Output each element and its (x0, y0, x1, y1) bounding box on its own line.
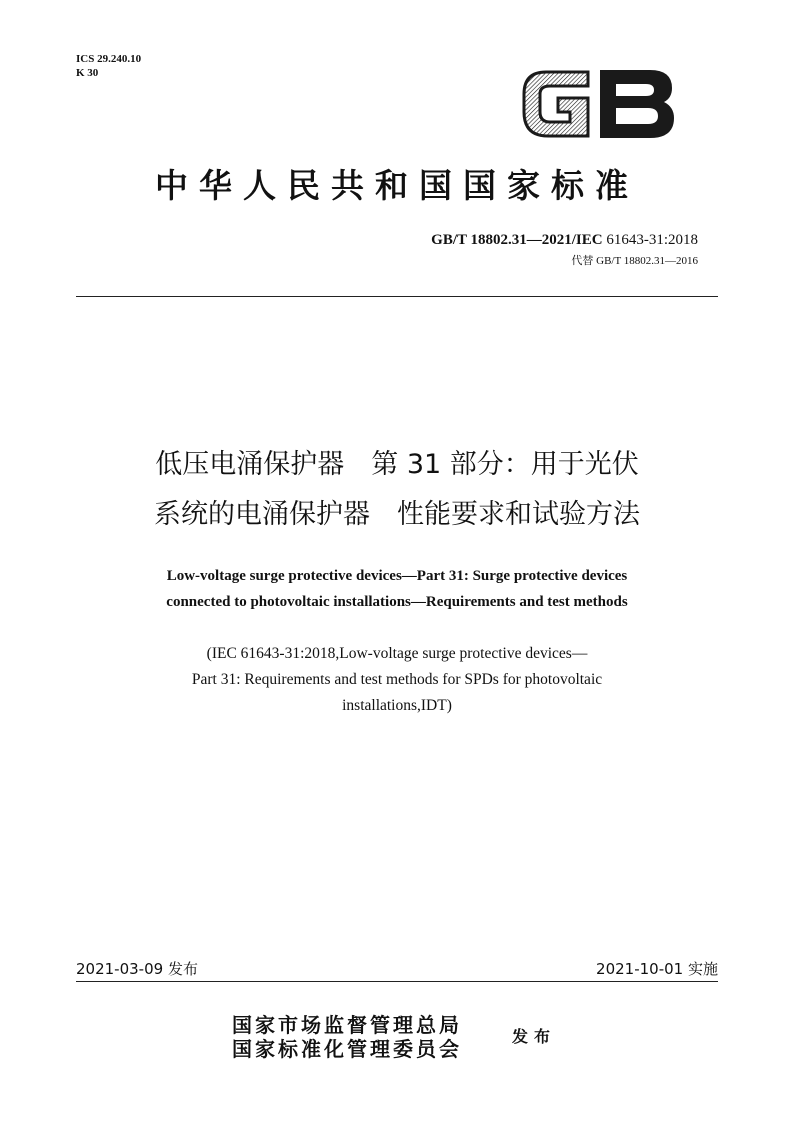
iec-reference-line-3: installations,IDT) (342, 697, 452, 714)
bottom-divider (76, 981, 718, 982)
standard-number-main: GB/T 18802.31—2021/IEC (431, 232, 603, 248)
gb-logo-icon (518, 62, 678, 144)
publish-label: 发布 (512, 1027, 557, 1046)
issue-date: 2021-03-09 发布 (76, 960, 198, 978)
chinese-title-line-2: 系统的电涌保护器 性能要求和试验方法 (154, 499, 640, 530)
issuer-line-2: 国家标准化管理委员会 (232, 1037, 462, 1061)
ics-code: ICS 29.240.10 (76, 53, 142, 65)
english-title-line-2: connected to photovoltaic installations—Requirements and test methods (166, 594, 628, 610)
replaces-standard: 代替 GB/T 18802.31—2016 (571, 255, 698, 267)
chinese-title-line-1: 低压电涌保护器 第 31 部分：用于光伏 (155, 449, 639, 480)
english-title-line-1: Low-voltage surge protective devices—Part 31: Surge protective devices (166, 568, 628, 584)
classification-codes (76, 52, 141, 80)
issuer-line-1: 国家市场监督管理总局 (232, 1013, 462, 1037)
standard-number-tail: 61643-31:2018 (606, 232, 698, 248)
country-standard-title: 中华人民共和国国家标准 (155, 166, 639, 205)
iec-reference-line-2: Part 31: Requirements and test methods for SPDs for photovoltaic (191, 671, 603, 688)
effective-date: 2021-10-01 实施 (596, 960, 718, 978)
top-divider (76, 296, 718, 297)
standard-number (431, 232, 698, 249)
ccs-code: K 30 (76, 67, 99, 79)
iec-reference-line-1: (IEC 61643-31:2018,Low-voltage surge protective devices— (206, 645, 588, 662)
